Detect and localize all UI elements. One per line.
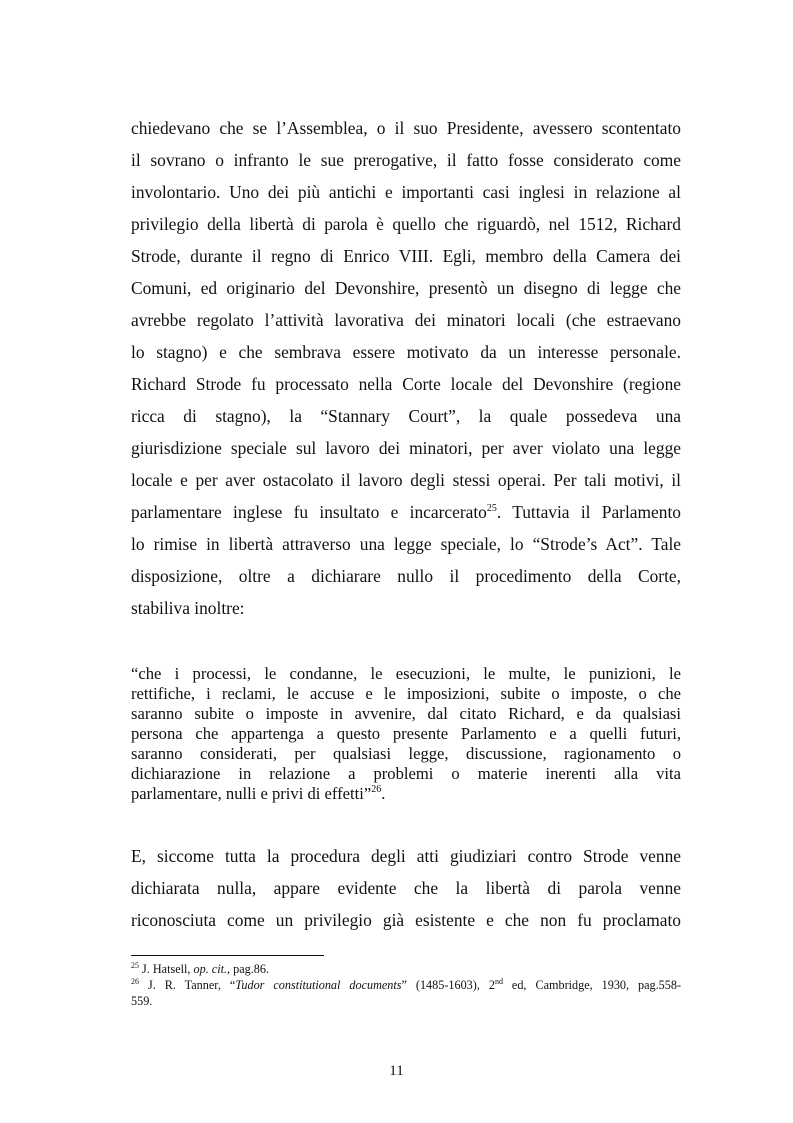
body-line: Comuni, ed originario del Devonshire, presentò un disegno di legge che (131, 278, 681, 298)
body-line: stabiliva inoltre: (131, 598, 245, 618)
footnote-26: $^{26}$ J. R. Tanner, “Tudor constitutional documents” (1485-1603), 2nd ed, Cambridge, 1930, pag.558- (131, 977, 682, 992)
line-text: . Tuttavia il Parlamento (496, 502, 681, 522)
body-line: privilegio della libertà di parola è quello che riguardò, nel 1512, Richard (131, 214, 681, 234)
body-line: E, siccome tutta la procedura degli atti giudiziari contro Strode venne (131, 846, 681, 866)
body-line: lo stagno) e che sembrava essere motivato da un interesse personale. (131, 342, 681, 362)
ordinal-suffix: nd (494, 977, 503, 986)
body-line: il sovrano o infranto le sue prerogative, il fatto fosse considerato come (131, 150, 681, 170)
footnote-number: 26 (131, 977, 139, 986)
footnote-ref-25: 25 (486, 503, 497, 514)
line-text: . (381, 784, 386, 803)
body-line: locale e per aver ostacolato il lavoro degli stessi operai. Per tali motivi, il (131, 470, 681, 490)
page-number: 11 (389, 1063, 404, 1079)
body-line: disposizione, oltre a dichiarare nullo il procedimento della Corte, (131, 566, 681, 586)
body-line: Richard Strode fu processato nella Corte locale del Devonshire (regione (131, 374, 681, 394)
line-text: parlamentare inglese fu insultato e incarcerato (131, 502, 487, 522)
quote-line-with-footnote-ref (131, 784, 681, 803)
body-line: giurisdizione speciale sul lavoro dei minatori, per aver violato una legge (131, 438, 681, 458)
quote-line: dichiarazione in relazione a problemi o materie inerenti alla vita (131, 764, 681, 783)
body-line: ricca di stagno), la “Stannary Court”, la quale possedeva una (131, 406, 681, 426)
footnote-separator (131, 955, 324, 956)
quote-line: saranno subite o imposte in avvenire, dal citato Richard, e da qualsiasi (131, 704, 681, 723)
footnote-italic: op. cit. (193, 962, 228, 976)
body-line: avrebbe regolato l’attività lavorativa dei minatori locali (che estraevano (131, 310, 681, 330)
line-text: parlamentare, nulli e privi di effetti” (131, 784, 372, 803)
footnote-italic: Tudor constitutional documents (235, 978, 402, 992)
body-line-with-footnote-ref (131, 502, 681, 522)
body-line: Strode, durante il regno di Enrico VIII. Egli, membro della Camera dei (131, 246, 681, 266)
quote-line: persona che appartenga a questo presente Parlamento e a quelli futuri, (131, 724, 681, 743)
body-line: chiedevano che se l’Assemblea, o il suo Presidente, avessero scontentato (131, 118, 681, 138)
quote-line: saranno considerati, per qualsiasi legge, discussione, ragionamento o (131, 744, 681, 763)
footnote-number: 25 (131, 961, 139, 970)
quote-line: “che i processi, le condanne, le esecuzioni, le multe, le punizioni, le (131, 664, 681, 683)
body-line: riconosciuta come un privilegio già esistente e che non fu proclamato (131, 910, 681, 930)
body-line: dichiarata nulla, appare evidente che la libertà di parola venne (131, 878, 681, 898)
body-line: lo rimise in libertà attraverso una legge speciale, lo “Strode’s Act”. Tale (131, 534, 681, 554)
body-line: involontario. Uno dei più antichi e importanti casi inglesi in relazione al (131, 182, 681, 202)
footnote-ref-26: 26 (371, 784, 382, 795)
footnote-26-continuation: 559. (131, 994, 153, 1008)
quote-line: rettifiche, i reclami, le accuse e le imposizioni, subite o imposte, o che (131, 684, 681, 703)
footnote-25: $^{25}$ J. Hatsell, op. cit., pag.86. (131, 961, 269, 976)
